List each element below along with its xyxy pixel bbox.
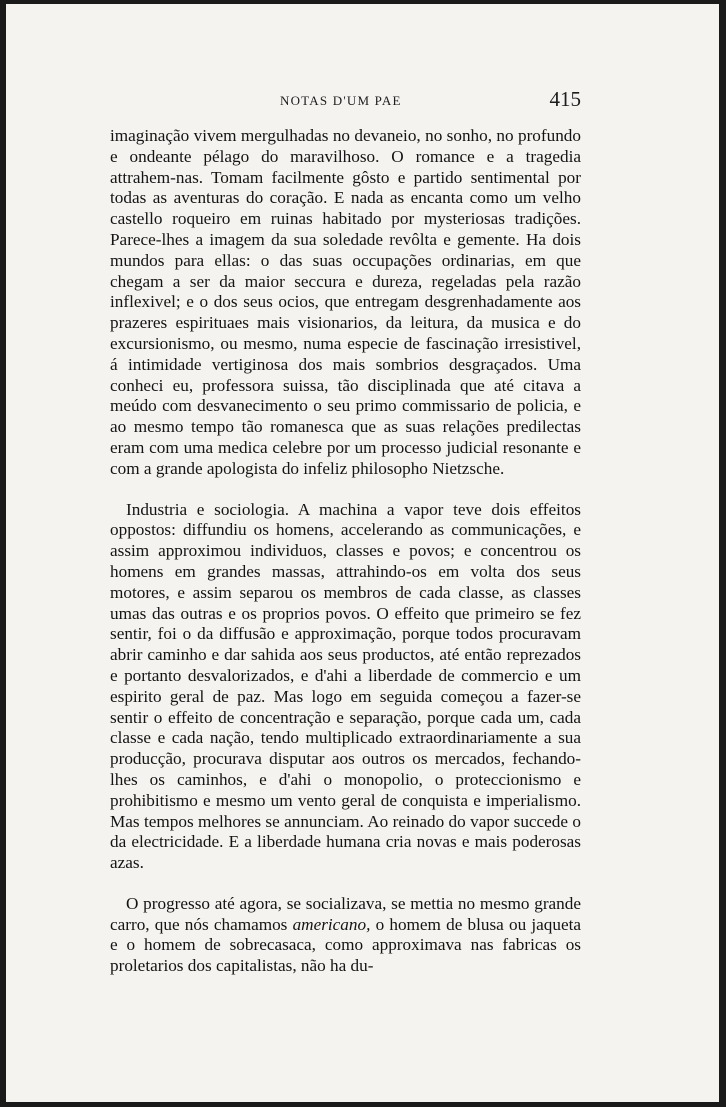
paragraph-3-text-before: O progresso até agora, se socializava, se mettia no mesmo grande carro, que nós chamamos bbox=[110, 893, 581, 934]
book-page bbox=[6, 4, 719, 1102]
running-title: NOTAS D'UM PAE bbox=[280, 93, 402, 108]
paragraph-2: Industria e sociologia. A machina a vapor teve dois effeitos oppostos: diffundiu os homens, accelerando as communicações, e assim approximou individuos, classes e povos; e concentrou os homens em grandes massas, attrahindo-os em volta dos seus motores, e assim separou os membros de cada classe, as classes umas das outras e os proprios povos. O effeito que primeiro se fez sentir, foi o da diffusão e approximação, porque todos procuravam abrir caminho e dar sahida aos seus productos, até então reprezados e portanto desvalorizados, e d'ahi a liberdade de commercio e um espirito geral de paz. Mas logo em seguida começou a fazer-se sentir o effeito de concentração e separação, porque cada um, cada classe e cada nação, tendo multiplicado extraordinariamente a sua producção, procurava disputar aos outros os mercados, fechando-lhes os caminhos, e d'ahi o monopolio, o proteccionismo e prohibitismo e mesmo um vento geral de conquista e imperialismo. Mas tempos melhores se annunciam. Ao reinado do vapor succede o da electricidade. E a liberdade humana cria novas e mais poderosas azas. bbox=[110, 499, 581, 873]
body-text bbox=[110, 126, 581, 977]
paragraph-3-text-after: o homem de blusa ou jaqueta e o homem de sobrecasaca, como approximava nas fabricas os proletarios dos capitalistas, não ha du- bbox=[110, 914, 581, 976]
page-header bbox=[110, 89, 581, 113]
paragraph-1: imaginação vivem mergulhadas no devaneio, no sonho, no profundo e ondeante pélago do maravilhoso. O romance e a tragedia attrahem-nas. Tomam facilmente gôsto e partido sentimental por todas as aventuras do coração. E nada as encanta como um velho castello roqueiro em ruinas habitado por mysteriosas tradições. Parece-lhes a imagem da sua soledade revôlta e gemente. Ha dois mundos para ellas: o das suas occupações ordinarias, em que chegam a ser da maior seccura e dureza, regeladas pela razão inflexivel; e o dos seus ocios, que entregam desgrenhadamente aos prazeres espirituaes mais visionarios, da leitura, da musica e do excursionismo, ou mesmo, numa especie de fascinação irresistivel, á intimidade vertiginosa dos mais sombrios desgraçados. Uma conheci eu, professora suissa, tão disciplinada que até citava a meúdo com desvanecimento o seu primo commissario de policia, e ao mesmo tempo tão romanesca que as suas relações predilectas eram com uma medica celebre por um processo judicial resonante e com a grande apologista do infeliz philosopho Nietzsche. bbox=[110, 126, 581, 478]
page-number: 415 bbox=[549, 87, 581, 111]
paragraph-3 bbox=[110, 894, 581, 977]
paragraph-3-italic: americano, bbox=[292, 914, 371, 934]
